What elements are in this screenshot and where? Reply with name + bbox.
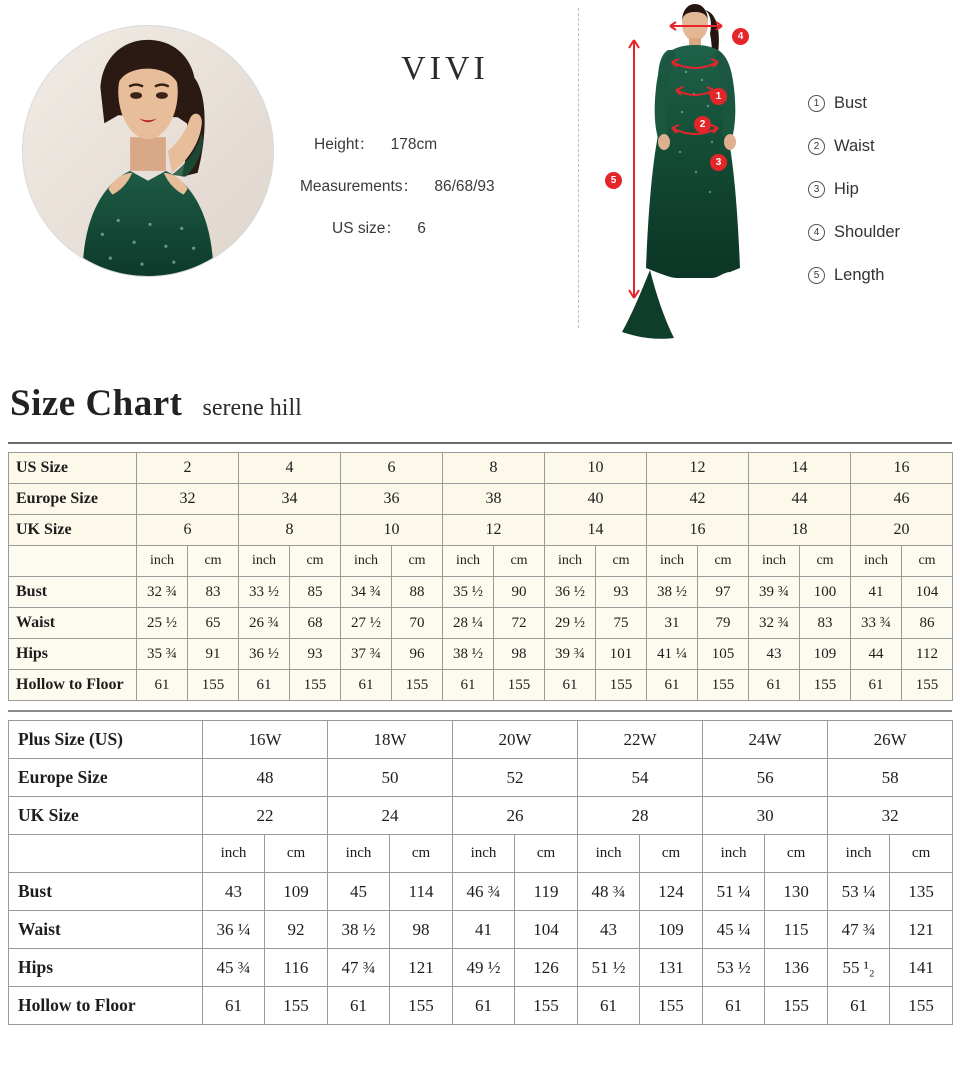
plus-unit-cm-0: cm <box>265 835 328 873</box>
table-row <box>9 639 953 670</box>
plus-waist-inch-1: 38 ½ <box>328 911 390 949</box>
row-label-hips-plus: Hips <box>9 949 203 987</box>
bust-inch-6: 39 ¾ <box>749 577 800 608</box>
legend-num-3: 3 <box>808 181 825 198</box>
hollow-inch-4: 61 <box>545 670 596 701</box>
unit-inch-7: inch <box>851 546 902 577</box>
plus-bust-inch-5: 53 ¼ <box>828 873 890 911</box>
plus-hollow-cm-0: 155 <box>265 987 328 1025</box>
plus-hollow-inch-5: 61 <box>828 987 890 1025</box>
unit-cm-7: cm <box>902 546 953 577</box>
table-row <box>9 546 953 577</box>
size-chart-heading <box>10 382 960 440</box>
plus-size-table <box>8 720 953 1025</box>
hips-inch-3: 38 ½ <box>443 639 494 670</box>
cell-eu-6: 44 <box>749 484 851 515</box>
cell-plus-eu-1: 50 <box>328 759 453 797</box>
legend-label-waist: Waist <box>834 137 875 155</box>
plus-hollow-inch-1: 61 <box>328 987 390 1025</box>
legend-item-length <box>808 254 900 297</box>
plus-hips-inch-1: 47 ¾ <box>328 949 390 987</box>
hips-cm-5: 105 <box>698 639 749 670</box>
table-row <box>9 797 953 835</box>
row-label-plus-size: Plus Size (US) <box>9 721 203 759</box>
cell-us-0: 2 <box>137 453 239 484</box>
row-label-bust: Bust <box>9 577 137 608</box>
plus-hips-cm-2: 126 <box>515 949 578 987</box>
spec-label-measurements: Measurements： <box>300 178 419 195</box>
model-photo-illustration <box>23 26 273 276</box>
legend-item-bust <box>808 82 900 125</box>
hollow-inch-0: 61 <box>137 670 188 701</box>
heading-rule <box>8 442 952 444</box>
cell-us-5: 12 <box>647 453 749 484</box>
model-info-section <box>0 0 960 378</box>
model-photo <box>22 25 274 277</box>
hips-inch-5: 41 ¼ <box>647 639 698 670</box>
waist-inch-3: 28 ¼ <box>443 608 494 639</box>
table-row <box>9 987 953 1025</box>
cell-eu-1: 34 <box>239 484 341 515</box>
bust-inch-4: 36 ½ <box>545 577 596 608</box>
row-label-uk-size-plus: UK Size <box>9 797 203 835</box>
waist-cm-3: 72 <box>494 608 545 639</box>
plus-waist-inch-3: 43 <box>578 911 640 949</box>
row-label-waist-plus: Waist <box>9 911 203 949</box>
plus-waist-cm-5: 121 <box>890 911 953 949</box>
brand-subtitle: serene hill <box>202 395 302 421</box>
hips-inch-2: 37 ¾ <box>341 639 392 670</box>
hips-cm-4: 101 <box>596 639 647 670</box>
table-row <box>9 835 953 873</box>
table-row <box>9 949 953 987</box>
cell-plus-eu-0: 48 <box>203 759 328 797</box>
plus-bust-cm-4: 130 <box>765 873 828 911</box>
legend <box>808 82 900 297</box>
table-row <box>9 608 953 639</box>
spec-row-measurements <box>300 166 580 208</box>
spec-value-measurements: 86/68/93 <box>434 178 495 195</box>
waist-cm-0: 65 <box>188 608 239 639</box>
cell-plus-eu-5: 58 <box>828 759 953 797</box>
dress-illustration <box>590 2 800 347</box>
hollow-cm-0: 155 <box>188 670 239 701</box>
bust-cm-3: 90 <box>494 577 545 608</box>
plus-hollow-inch-3: 61 <box>578 987 640 1025</box>
bust-inch-2: 34 ¾ <box>341 577 392 608</box>
cell-eu-4: 40 <box>545 484 647 515</box>
plus-hollow-cm-4: 155 <box>765 987 828 1025</box>
cell-plus-uk-1: 24 <box>328 797 453 835</box>
cell-plus-uk-5: 32 <box>828 797 953 835</box>
hips-cm-3: 98 <box>494 639 545 670</box>
row-label-uk-size: UK Size <box>9 515 137 546</box>
plus-unit-cm-5: cm <box>890 835 953 873</box>
hips-inch-1: 36 ½ <box>239 639 290 670</box>
bust-cm-2: 88 <box>392 577 443 608</box>
legend-num-5: 5 <box>808 267 825 284</box>
plus-hollow-cm-3: 155 <box>640 987 703 1025</box>
plus-bust-inch-4: 51 ¼ <box>703 873 765 911</box>
cell-eu-3: 38 <box>443 484 545 515</box>
hollow-cm-6: 155 <box>800 670 851 701</box>
hips-inch-0: 35 ¾ <box>137 639 188 670</box>
plus-waist-cm-3: 109 <box>640 911 703 949</box>
hollow-inch-1: 61 <box>239 670 290 701</box>
plus-hollow-cm-2: 155 <box>515 987 578 1025</box>
cell-plus-2: 20W <box>453 721 578 759</box>
plus-waist-cm-4: 115 <box>765 911 828 949</box>
plus-waist-cm-0: 92 <box>265 911 328 949</box>
waist-cm-1: 68 <box>290 608 341 639</box>
bust-inch-1: 33 ½ <box>239 577 290 608</box>
cell-us-3: 8 <box>443 453 545 484</box>
spec-value-height: 178cm <box>390 136 438 153</box>
hips-inch-6: 43 <box>749 639 800 670</box>
cell-plus-5: 26W <box>828 721 953 759</box>
plus-hips-cm-0: 116 <box>265 949 328 987</box>
legend-item-hip <box>808 168 900 211</box>
row-label-bust-plus: Bust <box>9 873 203 911</box>
unit-cm-4: cm <box>596 546 647 577</box>
hips-inch-7: 44 <box>851 639 902 670</box>
legend-label-bust: Bust <box>834 94 868 112</box>
plus-unit-inch-5: inch <box>828 835 890 873</box>
cell-uk-3: 12 <box>443 515 545 546</box>
marker-waist: 2 <box>694 116 711 133</box>
row-label-hips: Hips <box>9 639 137 670</box>
hips-cm-1: 93 <box>290 639 341 670</box>
plus-hollow-inch-2: 61 <box>453 987 515 1025</box>
unit-cm-6: cm <box>800 546 851 577</box>
cell-plus-uk-4: 30 <box>703 797 828 835</box>
unit-inch-1: inch <box>239 546 290 577</box>
legend-num-1: 1 <box>808 95 825 112</box>
hollow-cm-1: 155 <box>290 670 341 701</box>
marker-length: 5 <box>605 172 622 189</box>
hollow-inch-7: 61 <box>851 670 902 701</box>
cell-plus-uk-2: 26 <box>453 797 578 835</box>
plus-unit-cm-1: cm <box>390 835 453 873</box>
bust-inch-0: 32 ¾ <box>137 577 188 608</box>
cell-uk-7: 20 <box>851 515 953 546</box>
unit-inch-0: inch <box>137 546 188 577</box>
plus-unit-cm-3: cm <box>640 835 703 873</box>
plus-hollow-cm-1: 155 <box>390 987 453 1025</box>
waist-cm-7: 86 <box>902 608 953 639</box>
hollow-inch-3: 61 <box>443 670 494 701</box>
cell-plus-1: 18W <box>328 721 453 759</box>
hollow-inch-5: 61 <box>647 670 698 701</box>
standard-size-table <box>8 452 953 701</box>
bust-cm-5: 97 <box>698 577 749 608</box>
cell-uk-6: 18 <box>749 515 851 546</box>
model-spec-list <box>300 124 580 250</box>
plus-unit-cm-2: cm <box>515 835 578 873</box>
cell-plus-3: 22W <box>578 721 703 759</box>
plus-waist-inch-0: 36 ¼ <box>203 911 265 949</box>
plus-size-table-wrap <box>0 720 960 1025</box>
table-row <box>9 759 953 797</box>
hollow-inch-6: 61 <box>749 670 800 701</box>
cell-uk-1: 8 <box>239 515 341 546</box>
plus-waist-cm-1: 98 <box>390 911 453 949</box>
plus-unit-inch-3: inch <box>578 835 640 873</box>
hips-cm-6: 109 <box>800 639 851 670</box>
waist-cm-6: 83 <box>800 608 851 639</box>
hollow-cm-7: 155 <box>902 670 953 701</box>
plus-unit-inch-1: inch <box>328 835 390 873</box>
bust-cm-4: 93 <box>596 577 647 608</box>
cell-plus-eu-3: 54 <box>578 759 703 797</box>
legend-num-4: 4 <box>808 224 825 241</box>
cell-us-6: 14 <box>749 453 851 484</box>
unit-inch-4: inch <box>545 546 596 577</box>
marker-hip: 3 <box>710 154 727 171</box>
waist-inch-0: 25 ½ <box>137 608 188 639</box>
hips-inch-4: 39 ¾ <box>545 639 596 670</box>
plus-waist-cm-2: 104 <box>515 911 578 949</box>
table-row <box>9 453 953 484</box>
waist-inch-7: 33 ¾ <box>851 608 902 639</box>
page-title: Size Chart <box>10 383 183 424</box>
plus-hips-inch-4: 53 ½ <box>703 949 765 987</box>
bust-inch-7: 41 <box>851 577 902 608</box>
measurement-diagram <box>590 2 800 347</box>
legend-item-waist <box>808 125 900 168</box>
plus-hips-inch-2: 49 ½ <box>453 949 515 987</box>
plus-bust-cm-1: 114 <box>390 873 453 911</box>
brand-name: VIVI <box>401 50 489 87</box>
plus-hollow-inch-4: 61 <box>703 987 765 1025</box>
unit-inch-2: inch <box>341 546 392 577</box>
plus-bust-cm-5: 135 <box>890 873 953 911</box>
cell-us-1: 4 <box>239 453 341 484</box>
cell-eu-0: 32 <box>137 484 239 515</box>
cell-eu-2: 36 <box>341 484 443 515</box>
plus-hips-inch-3: 51 ½ <box>578 949 640 987</box>
plus-waist-inch-2: 41 <box>453 911 515 949</box>
row-label-waist: Waist <box>9 608 137 639</box>
row-label-hollow-to-floor: Hollow to Floor <box>9 670 137 701</box>
unit-cm-5: cm <box>698 546 749 577</box>
bust-cm-1: 85 <box>290 577 341 608</box>
cell-plus-0: 16W <box>203 721 328 759</box>
hollow-cm-2: 155 <box>392 670 443 701</box>
plus-hips-cm-4: 136 <box>765 949 828 987</box>
plus-hollow-inch-0: 61 <box>203 987 265 1025</box>
legend-label-length: Length <box>834 266 885 284</box>
plus-hips-inch-0: 45 ¾ <box>203 949 265 987</box>
row-label-units-empty-plus <box>9 835 203 873</box>
waist-cm-5: 79 <box>698 608 749 639</box>
table-row <box>9 873 953 911</box>
plus-hips-cm-5: 141 <box>890 949 953 987</box>
bust-cm-6: 100 <box>800 577 851 608</box>
hollow-cm-4: 155 <box>596 670 647 701</box>
plus-hollow-cm-5: 155 <box>890 987 953 1025</box>
plus-unit-inch-4: inch <box>703 835 765 873</box>
plus-waist-inch-4: 45 ¼ <box>703 911 765 949</box>
row-label-europe-size: Europe Size <box>9 484 137 515</box>
hollow-cm-3: 155 <box>494 670 545 701</box>
waist-cm-4: 75 <box>596 608 647 639</box>
row-label-hollow-to-floor-plus: Hollow to Floor <box>9 987 203 1025</box>
table-row <box>9 670 953 701</box>
legend-num-2: 2 <box>808 138 825 155</box>
hips-cm-7: 112 <box>902 639 953 670</box>
spec-value-us-size: 6 <box>417 220 426 237</box>
plus-unit-cm-4: cm <box>765 835 828 873</box>
spec-row-us-size <box>300 208 580 250</box>
unit-inch-3: inch <box>443 546 494 577</box>
hips-cm-0: 91 <box>188 639 239 670</box>
plus-bust-cm-2: 119 <box>515 873 578 911</box>
vertical-dashed-divider <box>578 8 579 328</box>
unit-cm-1: cm <box>290 546 341 577</box>
bust-inch-3: 35 ½ <box>443 577 494 608</box>
marker-bust: 1 <box>710 88 727 105</box>
table-row <box>9 577 953 608</box>
waist-cm-2: 70 <box>392 608 443 639</box>
waist-inch-1: 26 ¾ <box>239 608 290 639</box>
cell-eu-7: 46 <box>851 484 953 515</box>
cell-plus-eu-2: 52 <box>453 759 578 797</box>
table-row <box>9 515 953 546</box>
legend-label-shoulder: Shoulder <box>834 223 901 241</box>
cell-uk-4: 14 <box>545 515 647 546</box>
cell-us-2: 6 <box>341 453 443 484</box>
plus-bust-cm-0: 109 <box>265 873 328 911</box>
plus-waist-inch-5: 47 ¾ <box>828 911 890 949</box>
row-label-us-size: US Size <box>9 453 137 484</box>
spec-label-height: Height： <box>314 136 375 153</box>
table-row <box>9 721 953 759</box>
row-label-units-empty <box>9 546 137 577</box>
cell-us-7: 16 <box>851 453 953 484</box>
table-row <box>9 911 953 949</box>
unit-cm-0: cm <box>188 546 239 577</box>
hollow-cm-5: 155 <box>698 670 749 701</box>
cell-uk-0: 6 <box>137 515 239 546</box>
cell-us-4: 10 <box>545 453 647 484</box>
unit-cm-2: cm <box>392 546 443 577</box>
bust-inch-5: 38 ½ <box>647 577 698 608</box>
unit-inch-6: inch <box>749 546 800 577</box>
cell-plus-4: 24W <box>703 721 828 759</box>
marker-shoulder: 4 <box>732 28 749 45</box>
plus-unit-inch-0: inch <box>203 835 265 873</box>
plus-hips-cm-3: 131 <box>640 949 703 987</box>
bust-cm-7: 104 <box>902 577 953 608</box>
plus-bust-inch-3: 48 ¾ <box>578 873 640 911</box>
hips-cm-2: 96 <box>392 639 443 670</box>
cell-uk-5: 16 <box>647 515 749 546</box>
unit-cm-3: cm <box>494 546 545 577</box>
cell-eu-5: 42 <box>647 484 749 515</box>
cell-uk-2: 10 <box>341 515 443 546</box>
unit-inch-5: inch <box>647 546 698 577</box>
table-row <box>9 484 953 515</box>
waist-inch-5: 31 <box>647 608 698 639</box>
cell-plus-uk-3: 28 <box>578 797 703 835</box>
row-label-europe-size-plus: Europe Size <box>9 759 203 797</box>
spec-label-us-size: US size： <box>332 220 401 237</box>
plus-bust-cm-3: 124 <box>640 873 703 911</box>
waist-inch-2: 27 ½ <box>341 608 392 639</box>
brand-block <box>300 50 580 250</box>
waist-inch-6: 32 ¾ <box>749 608 800 639</box>
plus-hips-inch-5: 55 ¹₂ <box>828 949 890 987</box>
spec-row-height <box>300 124 580 166</box>
legend-label-hip: Hip <box>834 180 859 198</box>
plus-hips-cm-1: 121 <box>390 949 453 987</box>
plus-bust-inch-1: 45 <box>328 873 390 911</box>
legend-item-shoulder <box>808 211 900 254</box>
bust-cm-0: 83 <box>188 577 239 608</box>
plus-unit-inch-2: inch <box>453 835 515 873</box>
hollow-inch-2: 61 <box>341 670 392 701</box>
cell-plus-eu-4: 56 <box>703 759 828 797</box>
plus-bust-inch-0: 43 <box>203 873 265 911</box>
waist-inch-4: 29 ½ <box>545 608 596 639</box>
table-separator <box>8 710 952 712</box>
standard-size-table-wrap <box>0 452 960 701</box>
cell-plus-uk-0: 22 <box>203 797 328 835</box>
plus-bust-inch-2: 46 ¾ <box>453 873 515 911</box>
